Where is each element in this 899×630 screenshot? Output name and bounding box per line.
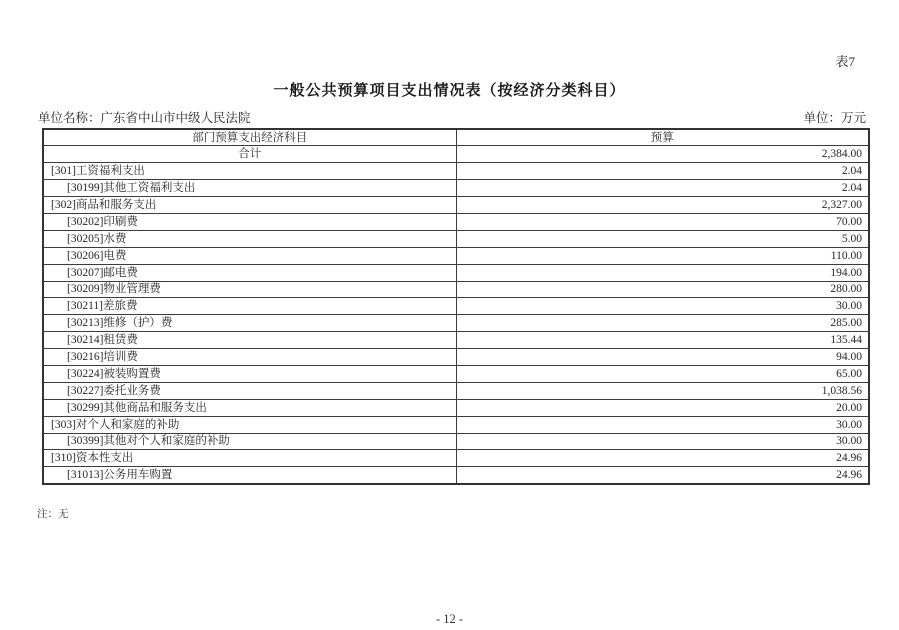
row-label: [30216]培训费: [43, 349, 456, 366]
row-value: 5.00: [456, 230, 869, 247]
row-value: 94.00: [456, 349, 869, 366]
row-value: 24.96: [456, 467, 869, 484]
sheet-label: 表7: [835, 54, 855, 69]
unit-name-label: 单位名称：: [38, 111, 101, 125]
table-row: [43, 433, 869, 450]
row-value: 65.00: [456, 365, 869, 382]
note: 注：无: [37, 509, 69, 520]
row-value: 1,038.56: [456, 382, 869, 399]
row-label: [30207]邮电费: [43, 264, 456, 281]
table-row: [43, 399, 869, 416]
budget-table: [42, 128, 870, 485]
row-value: 24.96: [456, 450, 869, 467]
table-row: [43, 180, 869, 197]
meta-row: [38, 108, 866, 126]
row-value: 70.00: [456, 213, 869, 230]
table-row: [43, 315, 869, 332]
table-row: [43, 349, 869, 366]
row-value: 194.00: [456, 264, 869, 281]
table-row: [43, 382, 869, 399]
unit-name-value: 广东省中山市中级人民法院: [100, 111, 251, 125]
row-label: [310]资本性支出: [43, 450, 456, 467]
row-label: [303]对个人和家庭的补助: [43, 416, 456, 433]
row-label: [31013]公务用车购置: [43, 467, 456, 484]
row-value: 135.44: [456, 332, 869, 349]
row-label: [30399]其他对个人和家庭的补助: [43, 433, 456, 450]
page-title: 一般公共预算项目支出情况表（按经济分类科目）: [273, 83, 626, 99]
row-label: [30227]委托业务费: [43, 382, 456, 399]
row-label: [30214]租赁费: [43, 332, 456, 349]
row-value: 2.04: [456, 180, 869, 197]
row-value: 2,384.00: [456, 146, 869, 163]
row-value: 30.00: [456, 298, 869, 315]
row-value: 20.00: [456, 399, 869, 416]
row-label: [30202]印刷费: [43, 213, 456, 230]
table-row: [43, 230, 869, 247]
table-row: [43, 467, 869, 484]
table-row: [43, 365, 869, 382]
table-row: [43, 281, 869, 298]
row-label: [302]商品和服务支出: [43, 197, 456, 214]
page-number: - 12 -: [435, 612, 464, 626]
table-row: [43, 450, 869, 467]
unit-name: [38, 108, 251, 126]
row-value: 280.00: [456, 281, 869, 298]
row-value: 30.00: [456, 416, 869, 433]
row-label: [30299]其他商品和服务支出: [43, 399, 456, 416]
row-label: [30213]维修（护）费: [43, 315, 456, 332]
row-value: 2,327.00: [456, 197, 869, 214]
table-row: [43, 163, 869, 180]
row-label: [30224]被装购置费: [43, 365, 456, 382]
row-label: [30211]差旅费: [43, 298, 456, 315]
row-value: 30.00: [456, 433, 869, 450]
row-label: [301]工资福利支出: [43, 163, 456, 180]
row-label: [30205]水费: [43, 230, 456, 247]
unit-label: 单位：万元: [803, 111, 866, 125]
table-row: [43, 146, 869, 163]
row-label: [30199]其他工资福利支出: [43, 180, 456, 197]
row-label: [30206]电费: [43, 247, 456, 264]
table-row: [43, 213, 869, 230]
column-header-subject: 部门预算支出经济科目: [43, 129, 456, 146]
table-row: [43, 247, 869, 264]
table-row: [43, 264, 869, 281]
row-value: 285.00: [456, 315, 869, 332]
table-row: [43, 332, 869, 349]
row-label: [30209]物业管理费: [43, 281, 456, 298]
column-header-budget: 预算: [456, 129, 869, 146]
table-row: [43, 197, 869, 214]
row-value: 110.00: [456, 247, 869, 264]
row-value: 2.04: [456, 163, 869, 180]
table-row: [43, 416, 869, 433]
table-row: [43, 298, 869, 315]
row-label: 合计: [43, 146, 456, 163]
table-header-row: [43, 129, 869, 146]
